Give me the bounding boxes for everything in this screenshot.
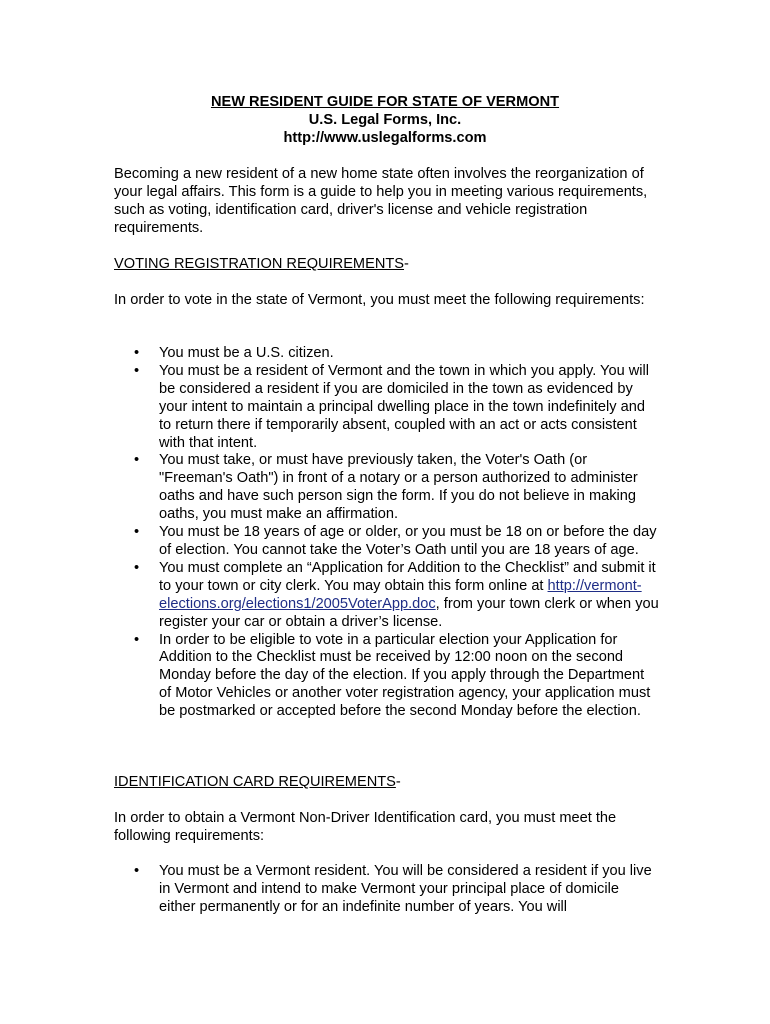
- bullet-icon: •: [134, 524, 140, 541]
- voting-lead: In order to vote in the state of Vermont, you must meet the following requirements:: [114, 292, 645, 308]
- list-item: • You must be a Vermont resident. You will be considered a resident if you live in Vermont and intend to make Vermont your principal place of domicile either permanently or for an indefinite number of years. You will: [134, 863, 652, 915]
- id-card-heading: [114, 774, 401, 792]
- id-card-lead: In order to obtain a Vermont Non-Driver Identification card, you must meet the following requirements:: [114, 810, 617, 844]
- bullet-icon: •: [134, 345, 140, 361]
- id-card-requirements-list: [114, 863, 659, 917]
- list-item: • You must be 18 years of age or older, or you must be 18 on or before the day of election. You cannot take the Voter’s Oath until you are 18 years of age.: [134, 524, 657, 558]
- company-website: http://www.uslegalforms.com: [283, 130, 487, 146]
- bullet-icon: •: [134, 631, 140, 648]
- company-name: U.S. Legal Forms, Inc.: [308, 112, 462, 128]
- id-card-heading-text: IDENTIFICATION CARD REQUIREMENTS: [114, 774, 396, 790]
- voting-heading-text: VOTING REGISTRATION REQUIREMENTS: [114, 256, 405, 272]
- voting-heading-suffix: -: [404, 256, 409, 272]
- voting-heading: [114, 256, 409, 274]
- id-card-heading-suffix: -: [395, 774, 401, 790]
- voter-application-link[interactable]: http://vermont-elections.org/elections1/2005VoterApp.doc: [159, 577, 642, 612]
- list-item: • In order to be eligible to vote in a particular election your Application for Addition to the Checklist must be received by 12:00 noon on the second Monday before the day of the election. If you apply through the Department of Motor Vehicles or another voter registration agency, your application must be postmarked or accepted before the second Monday before the election.: [134, 631, 651, 720]
- list-item: • You must be a resident of Vermont and the town in which you apply. You will be considered a resident if you are domiciled in the town as evidenced by your intent to maintain a principal dwelling place in the town indefinitely and to return there if temporarily absent, coupled with an act or acts consistent with that intent.: [134, 362, 650, 451]
- voting-requirements-list: [114, 345, 659, 721]
- list-item: • You must complete an “Application for Addition to the Checklist” and submit it to your town or city clerk. You may obtain this form online at http://vermont-elections.org/elections1/2005VoterApp.doc, from your town clerk or when you register your car or obtain a driver’s license.: [134, 559, 659, 630]
- bullet-icon: •: [134, 559, 140, 576]
- document-title: NEW RESIDENT GUIDE FOR STATE OF VERMONT: [210, 94, 560, 110]
- list-item: • You must take, or must have previously taken, the Voter's Oath (or "Freeman's Oath") in front of a notary or a person authorized to administer oaths and have such person sign the form. If you do not believe in making oaths, you must make an affirmation.: [134, 452, 638, 523]
- bullet-icon: •: [134, 863, 140, 879]
- list-item: • You must be a U.S. citizen.: [134, 345, 334, 361]
- bullet-icon: •: [134, 362, 140, 379]
- bullet-icon: •: [134, 452, 140, 469]
- intro-paragraph: Becoming a new resident of a new home state often involves the reorganization of your legal affairs. This form is a guide to help you in meeting various requirements, such as voting, identification card, driver's license and vehicle registration requirements.: [114, 166, 648, 236]
